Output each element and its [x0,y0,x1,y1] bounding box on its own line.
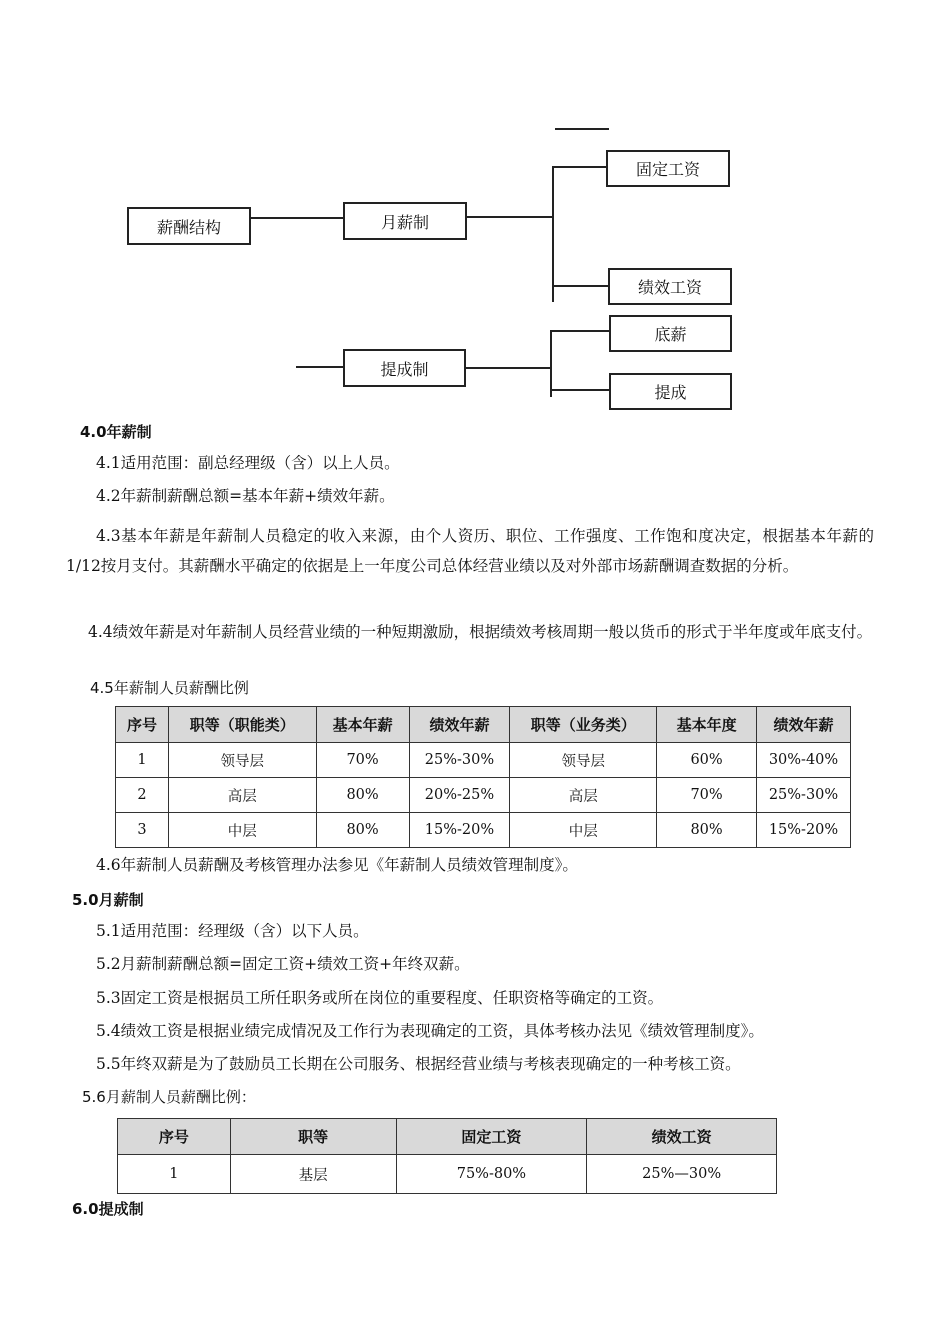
section-4-4: 4.4绩效年薪是对年薪制人员经营业绩的一种短期激励，根据绩效考核周期一般以货币的形式于半年度或年底支付。 [88,623,873,641]
section-4-1: 4.1适用范围：副总经理级（含）以上人员。 [96,454,400,472]
section-4-5-title: 4.5年薪制人员薪酬比例 [90,679,249,697]
table-cell: 25%-30% [757,778,851,813]
table-row [118,1155,777,1194]
section-5-heading: 5.0月薪制 [72,891,144,909]
node-fixed-salary: 固定工资 [606,150,730,187]
col-header: 基本年薪 [316,707,409,743]
connector-to-performance [552,285,609,287]
col-header: 职等（职能类） [168,707,316,743]
table-cell: 30%-40% [757,743,851,778]
section-5-3: 5.3固定工资是根据员工所任职务或所在岗位的重要程度、任职资格等确定的工资。 [96,989,664,1007]
section-4-heading: 4.0年薪制 [80,423,152,441]
monthly-salary-ratio-table [117,1118,777,1194]
col-header: 绩效工资 [587,1119,777,1155]
col-header: 序号 [116,707,169,743]
table-row [116,743,851,778]
section-4-2: 4.2年薪制薪酬总额=基本年薪+绩效年薪。 [96,487,395,505]
table-cell: 25%—30% [587,1155,777,1194]
table-cell: 高层 [168,778,316,813]
section-5-1: 5.1适用范围：经理级（含）以下人员。 [96,922,369,940]
node-monthly-salary: 月薪制 [343,202,467,240]
table-header-row [118,1119,777,1155]
table-cell: 2 [116,778,169,813]
section-5-4: 5.4绩效工资是根据业绩完成情况及工作行为表现确定的工资，具体考核办法见《绩效管理制度》。 [96,1022,764,1040]
connector-commission-branch [466,367,551,369]
table-cell: 高层 [510,778,657,813]
connector-to-base [550,330,609,332]
section-5-5: 5.5年终双薪是为了鼓励员工长期在公司服务、根据经营业绩与考核表现确定的一种考核工资。 [96,1055,741,1073]
diagram-top-line [555,128,609,130]
table-cell: 中层 [510,813,657,848]
table-cell: 80% [316,778,409,813]
table-cell: 1 [116,743,169,778]
table-cell: 领导层 [510,743,657,778]
table-row [116,813,851,848]
table-cell: 领导层 [168,743,316,778]
col-header: 绩效年薪 [409,707,510,743]
table-cell: 60% [657,743,757,778]
table-cell: 25%-30% [409,743,510,778]
node-performance-salary: 绩效工资 [608,268,732,305]
node-commission-system: 提成制 [343,349,466,387]
annual-salary-ratio-table [115,706,851,848]
col-header: 职等（业务类） [510,707,657,743]
table-cell: 15%-20% [757,813,851,848]
table-cell: 75%-80% [396,1155,587,1194]
col-header: 绩效年薪 [757,707,851,743]
col-header: 基本年度 [657,707,757,743]
table-cell: 80% [657,813,757,848]
node-base-salary: 底薪 [609,315,732,352]
table-cell: 基层 [230,1155,396,1194]
table-cell: 70% [316,743,409,778]
connector-to-bonus [550,389,609,391]
table-cell: 中层 [168,813,316,848]
connector-to-fixed [552,166,607,168]
connector-into-commission [296,366,344,368]
col-header: 职等 [230,1119,396,1155]
col-header: 固定工资 [396,1119,587,1155]
col-header: 序号 [118,1119,231,1155]
table-cell: 15%-20% [409,813,510,848]
connector-monthly-branch [467,216,553,218]
table-cell: 80% [316,813,409,848]
node-salary-structure: 薪酬结构 [127,207,251,245]
section-5-6-title: 5.6月薪制人员薪酬比例： [82,1088,256,1106]
section-4-6: 4.6年薪制人员薪酬及考核管理办法参见《年薪制人员绩效管理制度》。 [96,856,578,874]
table-cell: 70% [657,778,757,813]
table-cell: 3 [116,813,169,848]
table-cell: 1 [118,1155,231,1194]
node-commission: 提成 [609,373,732,410]
commission-branch-vertical [550,330,552,397]
monthly-branch-vertical [552,166,554,302]
connector-root-monthly [251,217,344,219]
table-cell: 20%-25% [409,778,510,813]
table-header-row [116,707,851,743]
section-4-3: 4.3基本年薪是年薪制人员稳定的收入来源，由个人资历、职位、工作强度、工作饱和度决定，根据基本年薪的1/12按月支付。其薪酬水平确定的依据是上一年度公司总体经营业绩以及对外部市场薪酬调查数据的分析。 [66,527,874,575]
section-5-2: 5.2月薪制薪酬总额=固定工资+绩效工资+年终双薪。 [96,955,470,973]
table-row [116,778,851,813]
section-6-heading: 6.0提成制 [72,1200,144,1218]
